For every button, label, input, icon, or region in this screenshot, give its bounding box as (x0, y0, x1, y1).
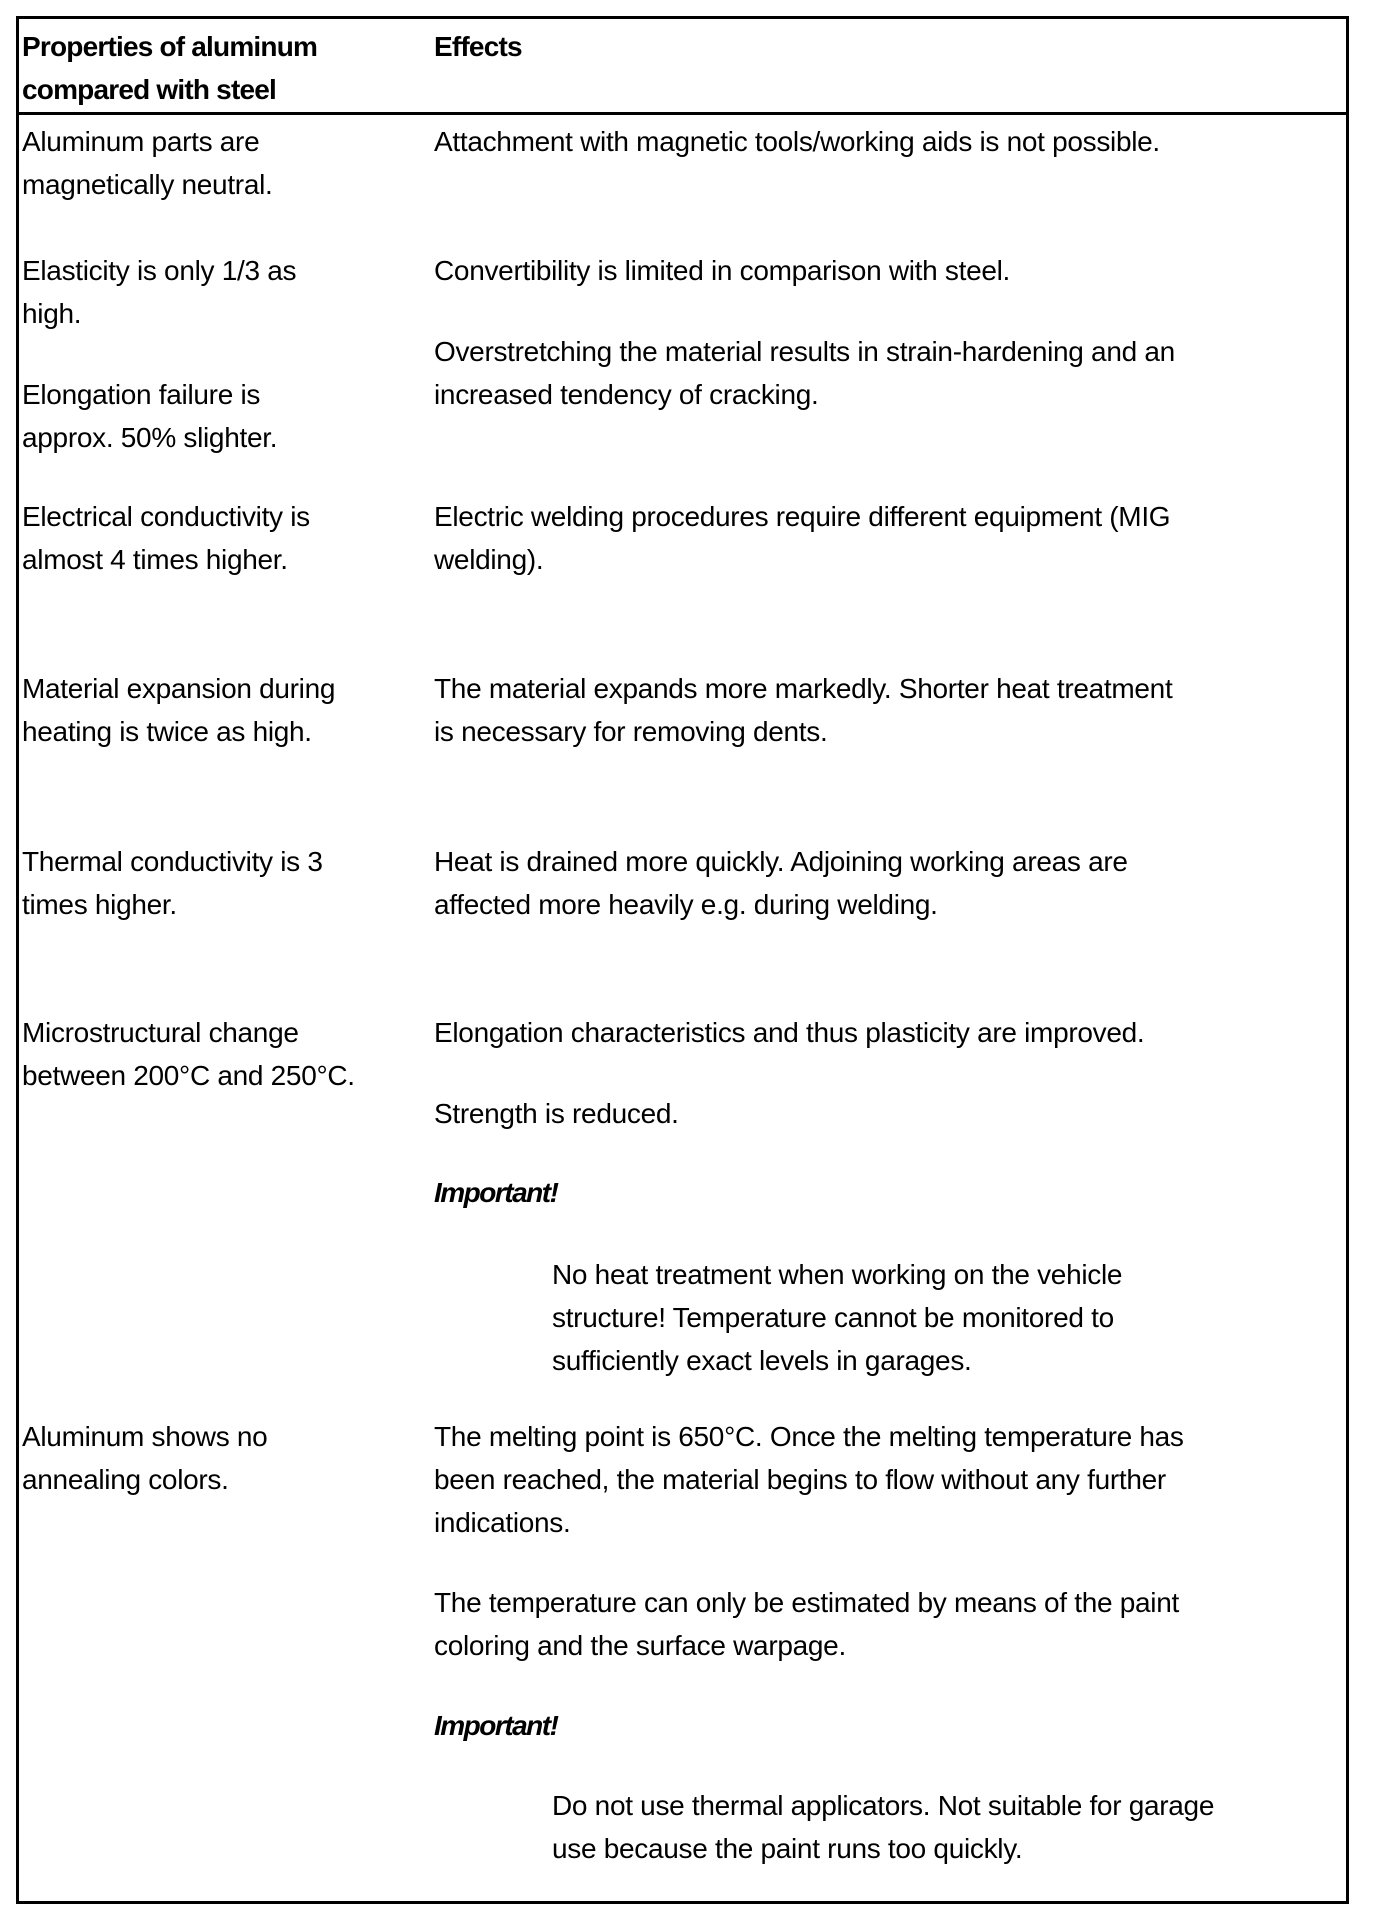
important-note-line: structure! Temperature cannot be monitored to (552, 1302, 1114, 1333)
property-cell-line: between 200°C and 250°C. (22, 1060, 355, 1091)
effect-cell (434, 667, 1172, 753)
important-label-line: Important! (434, 1710, 558, 1741)
property-cell-line: Aluminum shows no (22, 1421, 268, 1452)
property-cell (22, 373, 277, 459)
effect-cell-line: Strength is reduced. (434, 1098, 679, 1129)
property-cell-line: Thermal conductivity is 3 (22, 846, 323, 877)
effect-cell-line: Heat is drained more quickly. Adjoining working areas are (434, 846, 1128, 877)
effect-cell-line: The melting point is 650°C. Once the melting temperature has (434, 1421, 1184, 1452)
effect-cell-line: coloring and the surface warpage. (434, 1630, 846, 1661)
header-divider (16, 112, 1349, 115)
column-header-properties-line: Properties of aluminum (22, 31, 318, 62)
effect-cell-line: indications. (434, 1507, 571, 1538)
effect-cell-line: The temperature can only be estimated by means of the paint (434, 1587, 1179, 1618)
important-label (434, 1171, 557, 1214)
property-cell-line: times higher. (22, 889, 177, 920)
effect-cell-line: Elongation characteristics and thus plasticity are improved. (434, 1017, 1145, 1048)
column-header-effects-line: Effects (434, 31, 522, 62)
property-cell-line: Elongation failure is (22, 379, 261, 410)
effect-cell-line: Attachment with magnetic tools/working aids is not possible. (434, 126, 1160, 157)
effect-cell-line: Electric welding procedures require different equipment (MIG (434, 501, 1171, 532)
property-cell (22, 120, 273, 206)
effect-cell-line: affected more heavily e.g. during welding. (434, 889, 938, 920)
property-cell-line: heating is twice as high. (22, 716, 312, 747)
effect-cell (434, 120, 1160, 163)
property-cell (22, 1415, 267, 1501)
important-label-line: Important! (434, 1177, 558, 1208)
effect-cell-line: The material expands more markedly. Shorter heat treatment (434, 673, 1173, 704)
important-label (434, 1704, 557, 1747)
effect-cell-line: Convertibility is limited in comparison with steel. (434, 255, 1011, 286)
important-note (552, 1784, 1214, 1870)
effect-cell (434, 1415, 1184, 1544)
effect-cell-line: is necessary for removing dents. (434, 716, 828, 747)
effect-cell (434, 495, 1170, 581)
property-cell-line: Elasticity is only 1/3 as (22, 255, 297, 286)
important-note-line: use because the paint runs too quickly. (552, 1833, 1023, 1864)
column-header-properties-line: compared with steel (22, 74, 276, 105)
property-cell (22, 1011, 355, 1097)
property-cell-line: Microstructural change (22, 1017, 299, 1048)
property-cell (22, 840, 323, 926)
property-cell-line: Material expansion during (22, 673, 336, 704)
property-cell-line: almost 4 times higher. (22, 544, 288, 575)
effect-cell (434, 330, 1175, 416)
effect-cell-line: increased tendency of cracking. (434, 379, 819, 410)
property-cell (22, 249, 296, 335)
property-cell (22, 495, 310, 581)
property-cell-line: Aluminum parts are (22, 126, 260, 157)
effect-cell-line: welding). (434, 544, 544, 575)
effect-cell (434, 840, 1128, 926)
effect-cell-line: Overstretching the material results in strain-hardening and an (434, 336, 1175, 367)
important-note-line: Do not use thermal applicators. Not suitable for garage (552, 1790, 1215, 1821)
important-note (552, 1253, 1122, 1382)
important-note-line: sufficiently exact levels in garages. (552, 1345, 972, 1376)
column-header-effects (434, 25, 522, 68)
property-cell-line: high. (22, 298, 82, 329)
effect-cell (434, 1581, 1179, 1667)
property-cell (22, 667, 335, 753)
important-note-line: No heat treatment when working on the vehicle (552, 1259, 1123, 1290)
column-header-properties (22, 25, 317, 111)
property-cell-line: Electrical conductivity is (22, 501, 310, 532)
property-cell-line: approx. 50% slighter. (22, 422, 278, 453)
property-cell-line: magnetically neutral. (22, 169, 273, 200)
effect-cell (434, 249, 1010, 292)
effect-cell-line: been reached, the material begins to flow without any further (434, 1464, 1166, 1495)
effect-cell (434, 1092, 679, 1135)
effect-cell (434, 1011, 1144, 1054)
property-cell-line: annealing colors. (22, 1464, 229, 1495)
